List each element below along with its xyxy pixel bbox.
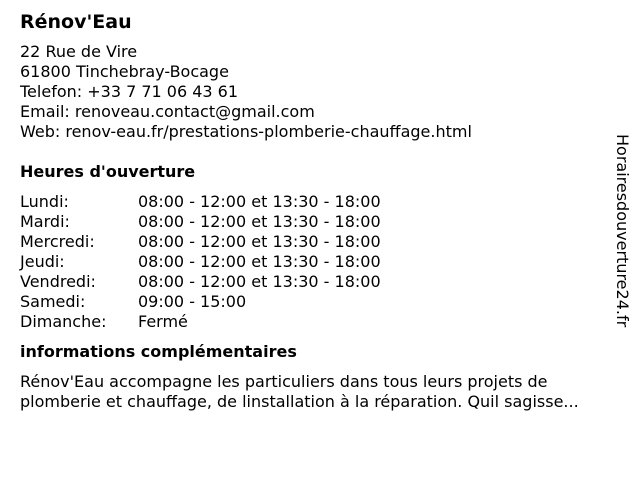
business-name: Rénov'Eau — [20, 11, 132, 33]
site-watermark: Horairesdouverture24.fr — [613, 134, 632, 328]
hours-row-samedi — [20, 292, 620, 312]
hours-heading: Heures d'ouverture — [20, 162, 196, 181]
hours-row-lundi — [20, 192, 620, 212]
hours-row-mardi — [20, 212, 620, 232]
day-label: Mercredi: — [20, 232, 95, 251]
info-description: Rénov'Eau accompagne les particuliers dans tous leurs projets de plomberie et chauffage, de linstallation à la réparation. Quil sagisse... — [20, 372, 579, 411]
address-street: 22 Rue de Vire — [20, 42, 138, 61]
day-label: Jeudi: — [20, 252, 65, 271]
address-city: 61800 Tinchebray-Bocage — [20, 62, 229, 81]
hours-row-mercredi — [20, 232, 620, 252]
day-hours: 08:00 - 12:00 et 13:30 - 18:00 — [138, 232, 381, 251]
day-label: Mardi: — [20, 212, 70, 231]
hours-row-jeudi — [20, 252, 620, 272]
hours-row-vendredi — [20, 272, 620, 292]
day-hours: 08:00 - 12:00 et 13:30 - 18:00 — [138, 192, 381, 211]
day-label: Vendredi: — [20, 272, 96, 291]
day-hours: 08:00 - 12:00 et 13:30 - 18:00 — [138, 252, 381, 271]
hours-row-dimanche — [20, 312, 620, 332]
day-hours: 08:00 - 12:00 et 13:30 - 18:00 — [138, 272, 381, 291]
email-line[interactable]: Email: renoveau.contact@gmail.com — [20, 102, 315, 121]
day-label: Lundi: — [20, 192, 69, 211]
phone-line[interactable]: Telefon: +33 7 71 06 43 61 — [20, 82, 239, 101]
day-hours: 08:00 - 12:00 et 13:30 - 18:00 — [138, 212, 381, 231]
day-label: Samedi: — [20, 292, 86, 311]
hours-table — [20, 192, 620, 332]
web-line[interactable]: Web: renov-eau.fr/prestations-plomberie-chauffage.html — [20, 122, 472, 141]
day-label: Dimanche: — [20, 312, 107, 331]
day-hours: Fermé — [138, 312, 188, 331]
info-heading: informations complémentaires — [20, 342, 297, 361]
day-hours: 09:00 - 15:00 — [138, 292, 247, 311]
business-card — [20, 10, 620, 412]
